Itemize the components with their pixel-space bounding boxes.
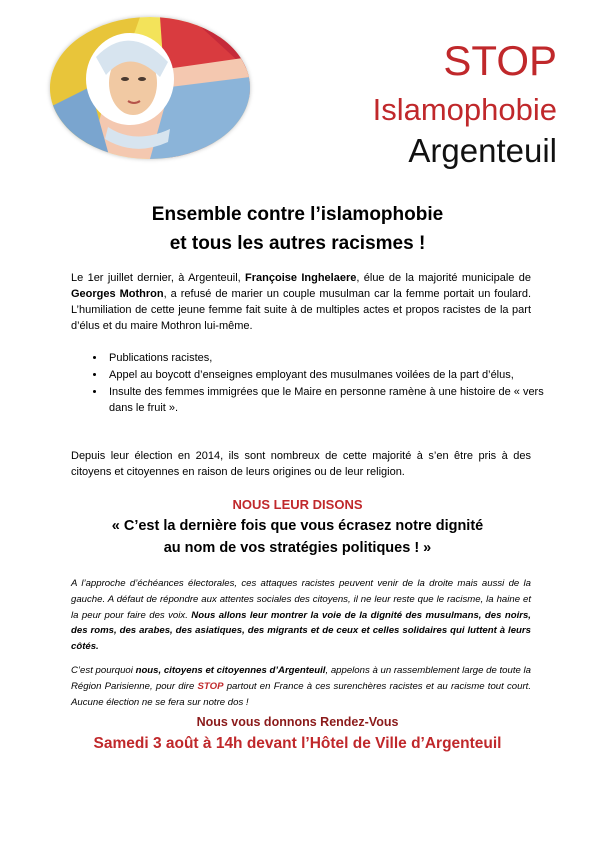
rendezvous-line: Nous vous donnons Rendez-Vous	[196, 715, 399, 729]
title-islamophobie: Islamophobie	[372, 92, 557, 127]
title-argenteuil: Argenteuil	[408, 132, 557, 169]
bullet-list	[71, 350, 546, 417]
headline-line2: et tous les autres racismes !	[169, 233, 426, 254]
headline	[0, 200, 595, 258]
intro-name1: Françoise Inghelaere	[245, 272, 357, 284]
bullet-item: • Publications racistes,	[106, 350, 546, 366]
intro-part2: , élue de la majorité municipale de	[356, 272, 531, 284]
call-paragraph	[71, 663, 531, 710]
call-part2: , appelons à un rassemblement large de toute la Région Parisienne, pour dire	[71, 665, 531, 692]
quote-line1: « C’est la dernière fois que vous écrasez notre dignité	[111, 518, 484, 534]
approach-bold: Nous allons leur montrer la voie de la dignité des musulmans, des noirs, des roms, des arabes, des asiatiques, des migrants et de ceux et celles solidaires qui luttent à leurs côtés.	[71, 609, 531, 653]
approach-paragraph	[71, 576, 531, 655]
call-part1: C’est pourquoi	[71, 665, 136, 676]
intro-part1: Le 1er juillet dernier, à Argenteuil,	[71, 272, 246, 284]
intro-part3: , a refusé de marier un couple musulman car la femme portait un foulard. L’humiliation de cette jeune femme fait suite à de multiples actes et propos racistes de la part d’élus et du maire Mothron lui-même.	[71, 288, 531, 332]
statement-quote	[0, 515, 595, 559]
bullet-item: • Appel au boycott d’enseignes employant des musulmanes voilées de la part d’élus,	[106, 367, 546, 383]
quote-line2: au nom de vos stratégies politiques ! »	[163, 540, 432, 556]
statement-title: NOUS LEUR DISONS	[232, 497, 363, 512]
headline-line1: Ensemble contre l’islamophobie	[151, 204, 444, 225]
title-block	[373, 38, 557, 171]
approach-text: A l’approche d’échéances électorales, ces attaques racistes peuvent venir de la droite mais aussi de la gauche. A défaut de répondre aux attentes sociales des citoyens, il ne leur reste que le racisme, la haine et la peur pour faire des voix.	[71, 578, 531, 621]
call-stop: STOP	[197, 680, 224, 692]
intro-name2: Georges Mothron	[71, 288, 164, 300]
call-bold: nous, citoyens et citoyennes d’Argenteuil	[135, 665, 326, 676]
bullet-item: • Insulte des femmes immigrées que le Maire en personne ramène à une histoire de « vers dans le fruit ».	[106, 384, 546, 416]
intro-paragraph	[71, 270, 531, 334]
date-place-line: Samedi 3 août à 14h devant l’Hôtel de Ville d’Argenteuil	[93, 735, 502, 752]
election-paragraph: Depuis leur élection en 2014, ils sont nombreux de cette majorité à s’en être pris à des citoyens et citoyennes en raison de leurs origines ou de leur religion.	[71, 450, 531, 478]
call-part3: partout en France à ces surenchères racistes et au racisme tout court. Aucune élection ne se fera sur notre dos !	[71, 680, 532, 708]
title-stop: STOP	[443, 37, 557, 84]
header-illustration	[50, 17, 250, 159]
